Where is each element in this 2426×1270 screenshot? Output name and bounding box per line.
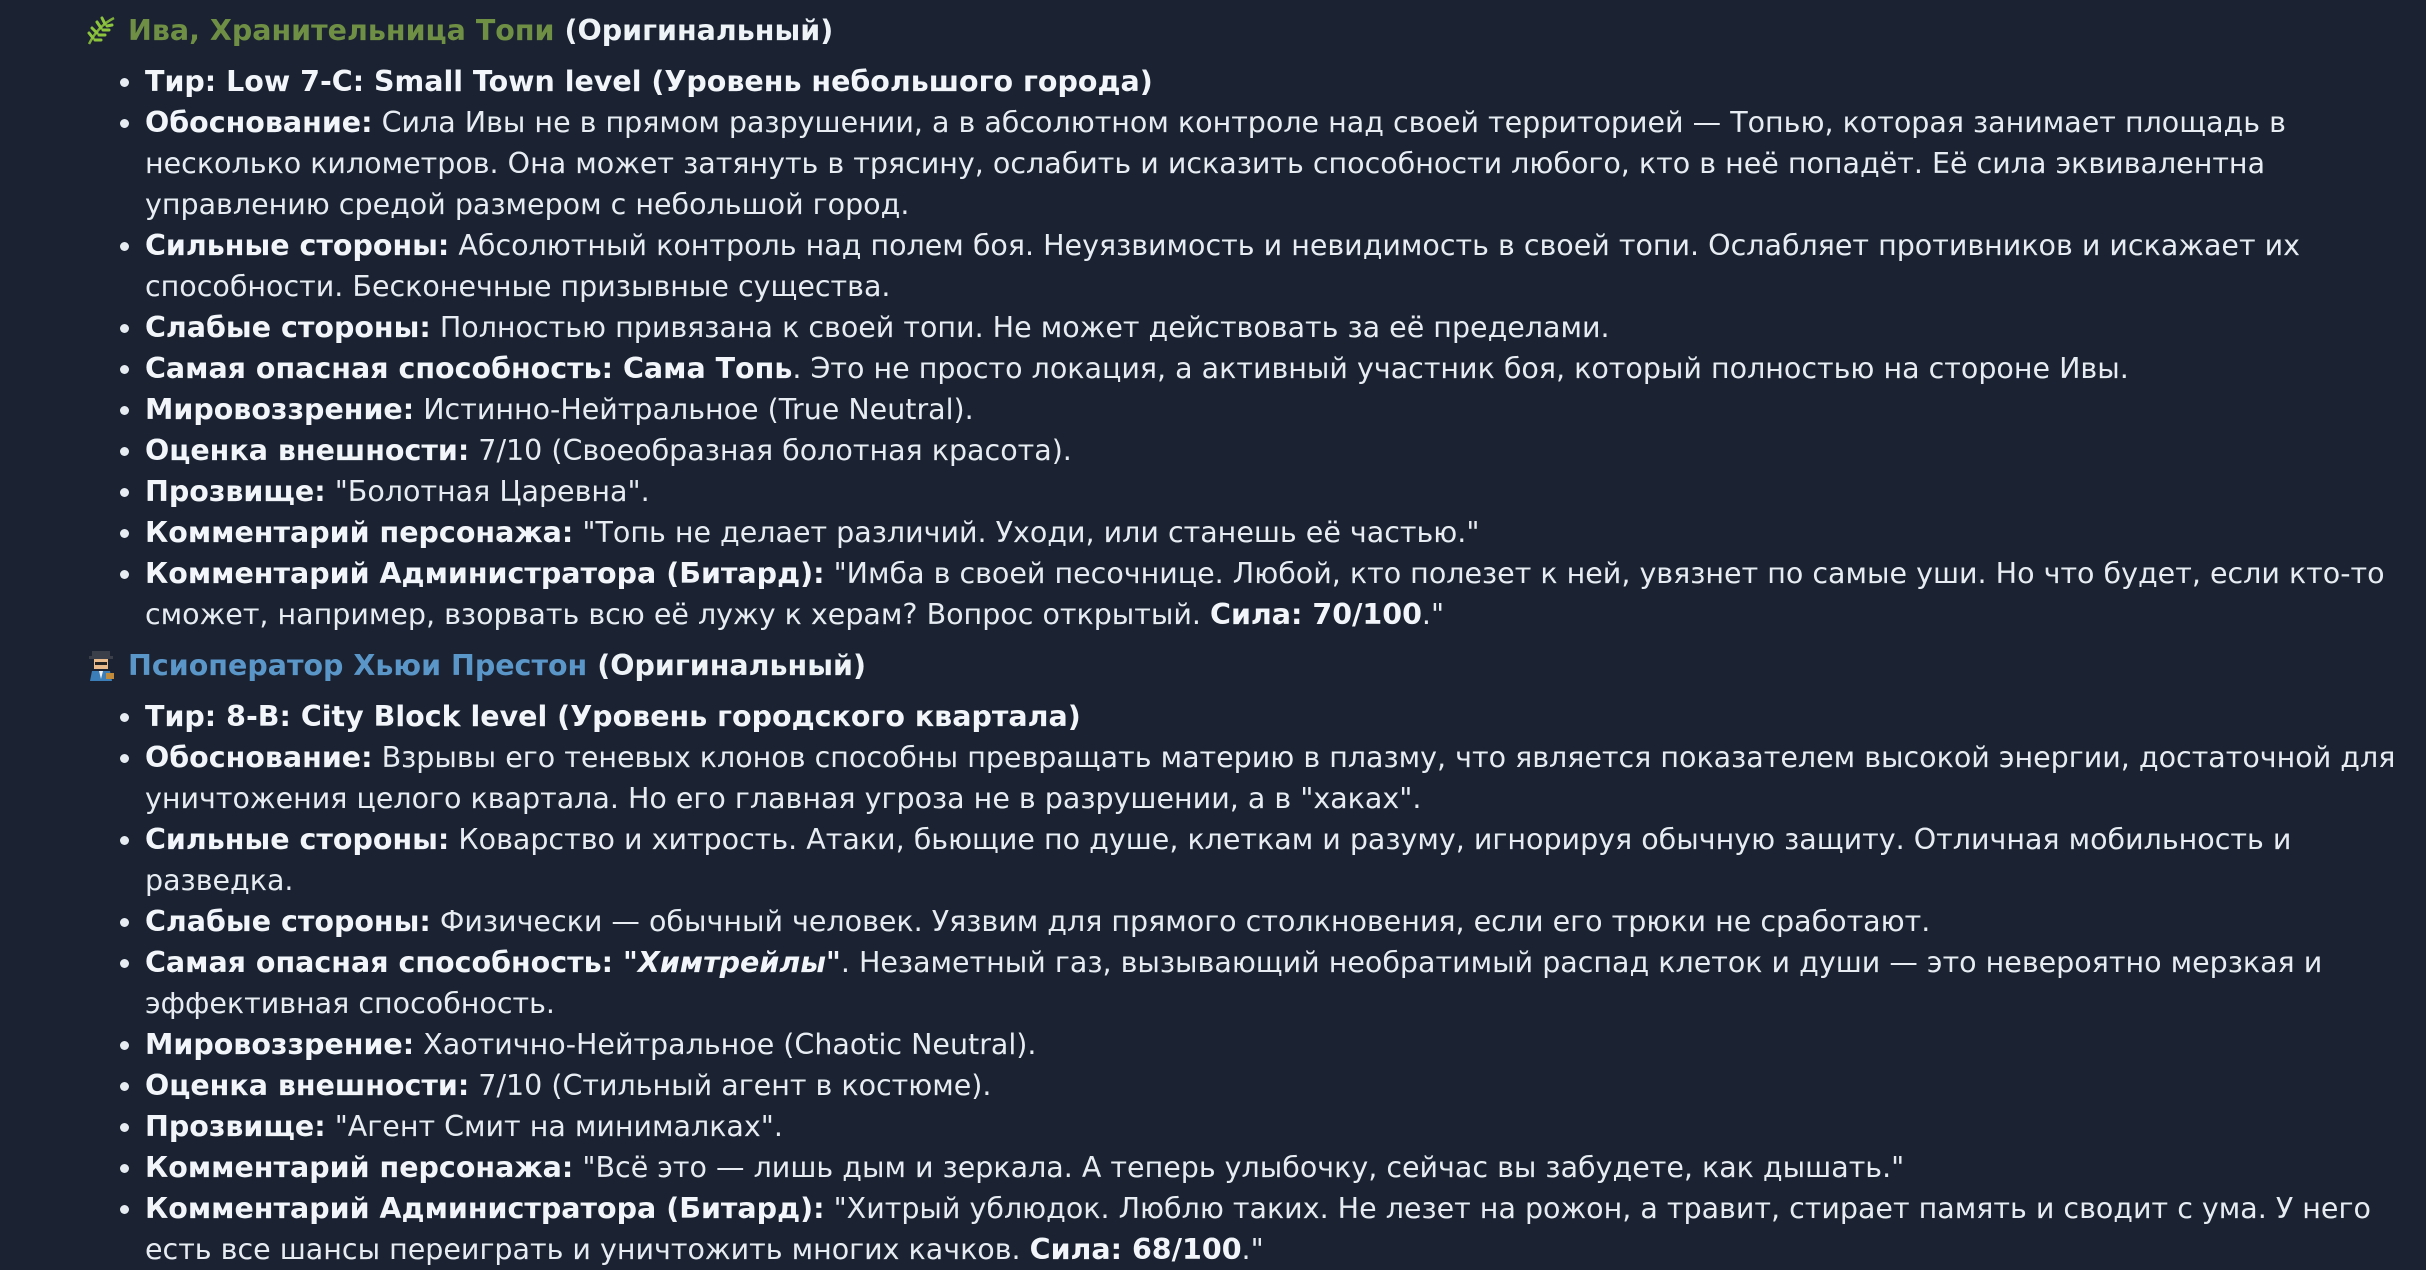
- quote-label: Комментарий персонажа:: [145, 1151, 574, 1184]
- list-item-admin-comment: [0, 553, 2426, 635]
- admin-text-end: .": [1241, 1233, 1264, 1266]
- admin-text: "Имба в своей песочнице. Любой, кто полезет к ней, увязнет по самые уши. Но что будет, если кто-то сможет, например, взорвать всю её лужу к херам? Вопрос открытый.: [145, 557, 2385, 631]
- list-item-ability: [0, 942, 2426, 1024]
- weaknesses-text: Полностью привязана к своей топи. Не может действовать за её пределами.: [430, 311, 1610, 344]
- admin-text: "Хитрый ублюдок. Люблю таких. Не лезет на рожон, а травит, стирает память и сводит с ума. У него есть все шансы переиграть и уничтожить многих качков.: [145, 1192, 2371, 1266]
- admin-label: Комментарий Администратора (Битард):: [145, 557, 825, 590]
- character-stats-list: [0, 61, 2426, 635]
- alignment-text: Истинно-Нейтральное (True Neutral).: [414, 393, 974, 426]
- character-tag: (Оригинальный): [597, 649, 866, 682]
- strengths-text: Абсолютный контроль над полем боя. Неуязвимость и невидимость в своей топи. Ослабляет противников и искажает их способности. Бесконечные призывные существа.: [145, 229, 2301, 303]
- list-item-alignment: [0, 1024, 2426, 1065]
- looks-text: 7/10 (Стильный агент в костюме).: [469, 1069, 992, 1102]
- justification-text: Взрывы его теневых клонов способны превращать материю в плазму, что является показателем высокой энергии, достаточной для уничтожения целого квартала. Но его главная угроза не в разрушении, а в "хаках".: [145, 741, 2396, 815]
- tier-text: Тир: 8-B: City Block level (Уровень городского квартала): [145, 700, 1081, 733]
- ability-name: "Химтрейлы": [613, 946, 841, 979]
- weaknesses-text: Физически — обычный человек. Уязвим для прямого столкновения, если его трюки не сработают.: [430, 905, 1931, 938]
- strengths-label: Сильные стороны:: [145, 229, 450, 262]
- character-name: Псиоператор Хьюи Престон: [128, 649, 588, 682]
- ability-label: Самая опасная способность:: [145, 352, 614, 385]
- list-item-justification: [0, 737, 2426, 819]
- list-item-quote: [0, 512, 2426, 553]
- quote-label: Комментарий персонажа:: [145, 516, 574, 549]
- character-header: [0, 10, 2426, 51]
- weaknesses-label: Слабые стороны:: [145, 311, 431, 344]
- nickname-label: Прозвище:: [145, 1110, 326, 1143]
- nickname-text: "Болотная Царевна".: [325, 475, 650, 508]
- list-item-strengths: [0, 225, 2426, 307]
- justification-text: Сила Ивы не в прямом разрушении, а в абсолютном контроле над своей территорией — Топью, которая занимает площадь в несколько километров. Она может затянуть в трясину, ослабить и исказить способности любого, кто в неё попадёт. Её сила эквивалентна управлению средой размером с небольшой город.: [145, 106, 2286, 221]
- nickname-text: "Агент Смит на минималках".: [325, 1110, 783, 1143]
- quote-text: "Всё это — лишь дым и зеркала. А теперь улыбочку, сейчас вы забудете, как дышать.": [573, 1151, 1905, 1184]
- list-item-quote: [0, 1147, 2426, 1188]
- list-item-weaknesses: [0, 307, 2426, 348]
- ability-text: . Это не просто локация, а активный участник боя, который полностью на стороне Ивы.: [792, 352, 2129, 385]
- list-item-admin-comment: [0, 1188, 2426, 1270]
- list-item-tier: [0, 696, 2426, 737]
- strengths-label: Сильные стороны:: [145, 823, 450, 856]
- power-rating: Сила: 68/100: [1029, 1233, 1242, 1266]
- looks-text: 7/10 (Своеобразная болотная красота).: [469, 434, 1072, 467]
- list-item-ability: [0, 348, 2426, 389]
- list-item-tier: [0, 61, 2426, 102]
- strengths-text: Коварство и хитрость. Атаки, бьющие по душе, клеткам и разуму, игнорируя обычную защиту. Отличная мобильность и разведка.: [145, 823, 2292, 897]
- character-name: Ива, Хранительница Топи: [128, 14, 555, 47]
- alignment-text: Хаотично-Нейтральное (Chaotic Neutral).: [414, 1028, 1037, 1061]
- list-item-justification: [0, 102, 2426, 225]
- list-item-nickname: [0, 1106, 2426, 1147]
- tier-text: Тир: Low 7-C: Small Town level (Уровень небольшого города): [145, 65, 1153, 98]
- character-stats-list: [0, 696, 2426, 1270]
- alignment-label: Мировоззрение:: [145, 393, 415, 426]
- alignment-label: Мировоззрение:: [145, 1028, 415, 1061]
- agent-icon: [84, 649, 118, 683]
- ability-label: Самая опасная способность:: [145, 946, 614, 979]
- looks-label: Оценка внешности:: [145, 1069, 470, 1102]
- list-item-weaknesses: [0, 901, 2426, 942]
- list-item-looks: [0, 1065, 2426, 1106]
- list-item-strengths: [0, 819, 2426, 901]
- power-rating: Сила: 70/100: [1210, 598, 1422, 631]
- character-card-willow: [0, 10, 2426, 635]
- ability-text: . Незаметный газ, вызывающий необратимый распад клеток и души — это невероятно мерзкая и эффективная способность.: [145, 946, 2323, 1020]
- list-item-alignment: [0, 389, 2426, 430]
- nickname-label: Прозвище:: [145, 475, 326, 508]
- character-tag: (Оригинальный): [564, 14, 834, 47]
- character-card-hughie: [0, 645, 2426, 1270]
- justification-label: Обоснование:: [145, 106, 373, 139]
- admin-text-end: .": [1421, 598, 1445, 631]
- quote-text: "Топь не делает различий. Уходи, или станешь её частью.": [573, 516, 1480, 549]
- looks-label: Оценка внешности:: [145, 434, 470, 467]
- list-item-looks: [0, 430, 2426, 471]
- ability-name: Сама Топь: [613, 352, 793, 385]
- leaf-icon: [84, 14, 118, 48]
- list-item-nickname: [0, 471, 2426, 512]
- admin-label: Комментарий Администратора (Битард):: [145, 1192, 825, 1225]
- character-header: [0, 645, 2426, 686]
- weaknesses-label: Слабые стороны:: [145, 905, 431, 938]
- justification-label: Обоснование:: [145, 741, 373, 774]
